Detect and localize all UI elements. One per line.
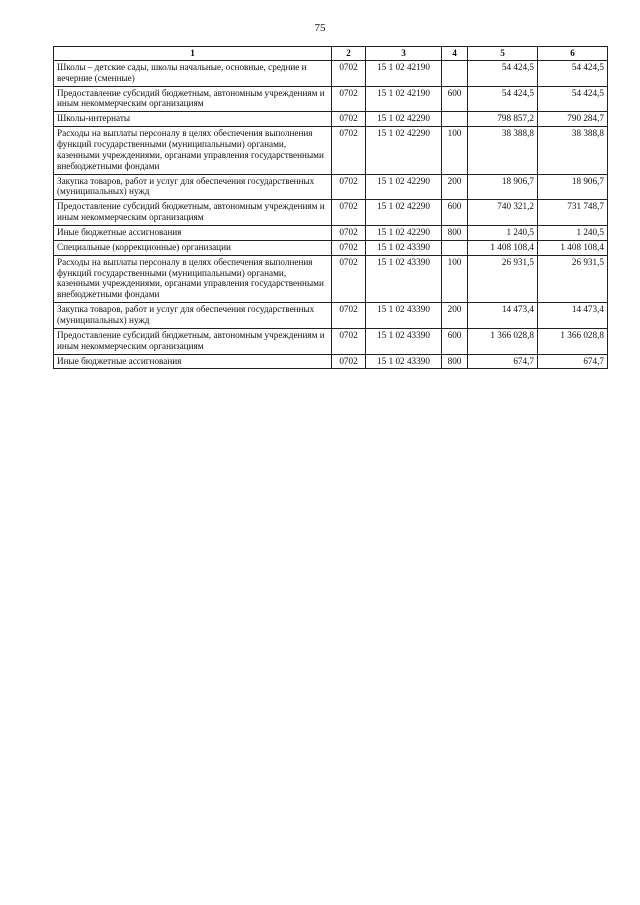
row-name-cell: Закупка товаров, работ и услуг для обеспечения государственных (муниципальных) нужд bbox=[54, 303, 332, 329]
row-value-cell: 798 857,2 bbox=[468, 112, 538, 127]
row-name-cell: Предоставление субсидий бюджетным, автономным учреждениям и иным некоммерческим организациям bbox=[54, 86, 332, 112]
row-value-cell: 790 284,7 bbox=[538, 112, 608, 127]
row-type-cell: 800 bbox=[442, 354, 468, 369]
row-name-cell: Предоставление субсидий бюджетным, автономным учреждениям и иным некоммерческим организациям bbox=[54, 328, 332, 354]
row-name-cell: Специальные (коррекционные) организации bbox=[54, 240, 332, 255]
row-name-cell: Школы – детские сады, школы начальные, основные, средние и вечерние (сменные) bbox=[54, 60, 332, 86]
row-section-cell: 0702 bbox=[332, 226, 366, 241]
row-type-cell: 800 bbox=[442, 226, 468, 241]
table-row bbox=[54, 303, 608, 329]
row-value-cell: 674,7 bbox=[538, 354, 608, 369]
table-row bbox=[54, 200, 608, 226]
column-header: 2 bbox=[332, 47, 366, 61]
table-row bbox=[54, 240, 608, 255]
table-row bbox=[54, 226, 608, 241]
row-value-cell: 1 240,5 bbox=[468, 226, 538, 241]
row-value-cell: 1 408 108,4 bbox=[468, 240, 538, 255]
row-section-cell: 0702 bbox=[332, 200, 366, 226]
row-section-cell: 0702 bbox=[332, 328, 366, 354]
row-value-cell: 54 424,5 bbox=[538, 86, 608, 112]
row-value-cell: 54 424,5 bbox=[468, 86, 538, 112]
row-value-cell: 54 424,5 bbox=[468, 60, 538, 86]
table-row bbox=[54, 255, 608, 302]
row-name-cell: Иные бюджетные ассигнования bbox=[54, 226, 332, 241]
row-name-cell: Школы-интернаты bbox=[54, 112, 332, 127]
row-value-cell: 26 931,5 bbox=[538, 255, 608, 302]
row-type-cell bbox=[442, 112, 468, 127]
row-section-cell: 0702 bbox=[332, 86, 366, 112]
table-header-row bbox=[54, 47, 608, 61]
row-code-cell: 15 1 02 43390 bbox=[366, 240, 442, 255]
column-header: 4 bbox=[442, 47, 468, 61]
row-type-cell: 200 bbox=[442, 174, 468, 200]
row-type-cell: 600 bbox=[442, 86, 468, 112]
row-type-cell: 600 bbox=[442, 200, 468, 226]
row-code-cell: 15 1 02 43390 bbox=[366, 303, 442, 329]
row-type-cell: 100 bbox=[442, 127, 468, 174]
row-section-cell: 0702 bbox=[332, 354, 366, 369]
table-row bbox=[54, 127, 608, 174]
table-row bbox=[54, 86, 608, 112]
row-section-cell: 0702 bbox=[332, 112, 366, 127]
row-section-cell: 0702 bbox=[332, 255, 366, 302]
row-value-cell: 14 473,4 bbox=[538, 303, 608, 329]
row-value-cell: 18 906,7 bbox=[468, 174, 538, 200]
row-type-cell: 100 bbox=[442, 255, 468, 302]
column-header: 6 bbox=[538, 47, 608, 61]
row-value-cell: 54 424,5 bbox=[538, 60, 608, 86]
row-section-cell: 0702 bbox=[332, 60, 366, 86]
table-row bbox=[54, 60, 608, 86]
column-header: 3 bbox=[366, 47, 442, 61]
budget-table bbox=[53, 46, 608, 369]
row-value-cell: 740 321,2 bbox=[468, 200, 538, 226]
row-value-cell: 38 388,8 bbox=[538, 127, 608, 174]
row-value-cell: 14 473,4 bbox=[468, 303, 538, 329]
row-section-cell: 0702 bbox=[332, 174, 366, 200]
row-code-cell: 15 1 02 43390 bbox=[366, 354, 442, 369]
row-type-cell bbox=[442, 60, 468, 86]
column-header: 1 bbox=[54, 47, 332, 61]
row-name-cell: Предоставление субсидий бюджетным, автономным учреждениям и иным некоммерческим организациям bbox=[54, 200, 332, 226]
row-value-cell: 674,7 bbox=[468, 354, 538, 369]
row-value-cell: 1 408 108,4 bbox=[538, 240, 608, 255]
row-name-cell: Иные бюджетные ассигнования bbox=[54, 354, 332, 369]
row-value-cell: 1 366 028,8 bbox=[468, 328, 538, 354]
row-name-cell: Расходы на выплаты персоналу в целях обеспечения выполнения функций государственными (муниципальными) органами, казенными учреждениями, органами управления государственными внебюджетными фондами bbox=[54, 127, 332, 174]
row-code-cell: 15 1 02 42190 bbox=[366, 60, 442, 86]
row-section-cell: 0702 bbox=[332, 240, 366, 255]
row-name-cell: Расходы на выплаты персоналу в целях обеспечения выполнения функций государственными (муниципальными) органами, казенными учреждениями, органами управления государственными внебюджетными фондами bbox=[54, 255, 332, 302]
row-value-cell: 1 366 028,8 bbox=[538, 328, 608, 354]
row-value-cell: 731 748,7 bbox=[538, 200, 608, 226]
row-code-cell: 15 1 02 42290 bbox=[366, 226, 442, 241]
row-type-cell bbox=[442, 240, 468, 255]
row-type-cell: 600 bbox=[442, 328, 468, 354]
column-header: 5 bbox=[468, 47, 538, 61]
row-code-cell: 15 1 02 42290 bbox=[366, 112, 442, 127]
row-code-cell: 15 1 02 42190 bbox=[366, 86, 442, 112]
table-row bbox=[54, 112, 608, 127]
row-section-cell: 0702 bbox=[332, 303, 366, 329]
row-type-cell: 200 bbox=[442, 303, 468, 329]
row-value-cell: 38 388,8 bbox=[468, 127, 538, 174]
row-code-cell: 15 1 02 42290 bbox=[366, 200, 442, 226]
row-name-cell: Закупка товаров, работ и услуг для обеспечения государственных (муниципальных) нужд bbox=[54, 174, 332, 200]
row-code-cell: 15 1 02 42290 bbox=[366, 127, 442, 174]
row-value-cell: 18 906,7 bbox=[538, 174, 608, 200]
row-code-cell: 15 1 02 43390 bbox=[366, 255, 442, 302]
table-row bbox=[54, 354, 608, 369]
row-code-cell: 15 1 02 42290 bbox=[366, 174, 442, 200]
page-number: 75 bbox=[314, 22, 326, 34]
row-value-cell: 26 931,5 bbox=[468, 255, 538, 302]
table-row bbox=[54, 174, 608, 200]
row-value-cell: 1 240,5 bbox=[538, 226, 608, 241]
row-section-cell: 0702 bbox=[332, 127, 366, 174]
row-code-cell: 15 1 02 43390 bbox=[366, 328, 442, 354]
table-row bbox=[54, 328, 608, 354]
